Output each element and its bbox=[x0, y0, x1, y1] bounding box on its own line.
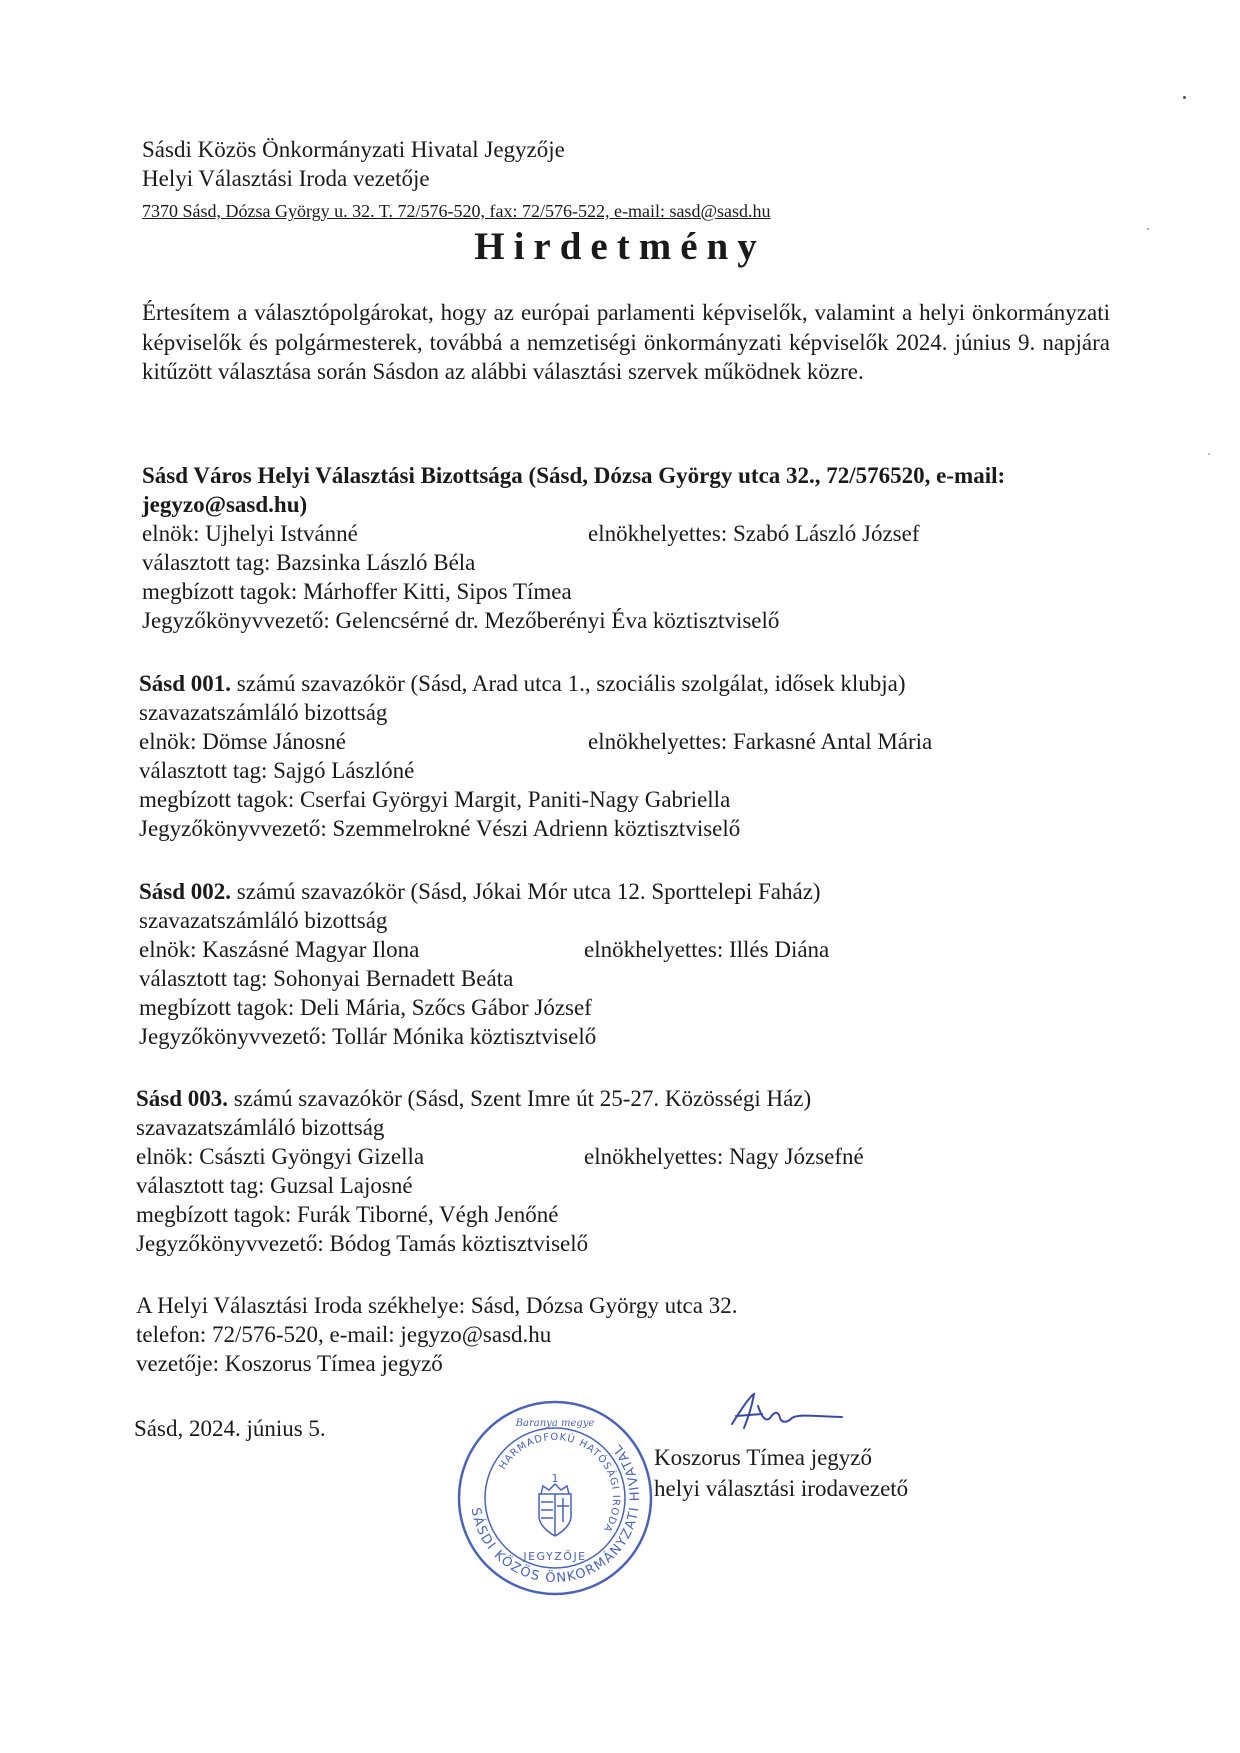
precinct-committee: szavazatszámláló bizottság bbox=[139, 908, 388, 933]
handwritten-signature bbox=[722, 1388, 852, 1438]
precinct-chair: elnök: Dömse Jánosné bbox=[139, 729, 346, 754]
precinct-appointed-members: megbízott tagok: Cserfai Györgyi Margit, Paniti-Nagy Gabriella bbox=[139, 787, 731, 812]
precinct-elected-member: választott tag: Guzsal Lajosné bbox=[136, 1173, 413, 1198]
hvb-heading-email: jegyzo@sasd.hu) bbox=[142, 492, 308, 517]
coat-of-arms-icon bbox=[539, 1484, 571, 1536]
hvb-chair: elnök: Ujhelyi Istvánné bbox=[142, 521, 358, 546]
precinct-vice-chair: elnökhelyettes: Illés Diána bbox=[584, 937, 830, 962]
scan-speck bbox=[1183, 96, 1186, 99]
hvb-vice-chair: elnökhelyettes: Szabó László József bbox=[588, 521, 920, 546]
official-stamp bbox=[455, 1398, 655, 1598]
issuer-address: 7370 Sásd, Dózsa György u. 32. T. 72/576-520, fax: 72/576-522, e-mail: sasd@sasd.hu bbox=[142, 201, 771, 221]
hvb-recorder: Jegyzőkönyvvezető: Gelencsérné dr. Mezőberényi Éva köztisztviselő bbox=[142, 608, 780, 633]
office-seat: A Helyi Választási Iroda székhelye: Sásd, Dózsa György utca 32. bbox=[136, 1293, 738, 1318]
precinct-recorder: Jegyzőkönyvvezető: Tollár Mónika köztisztviselő bbox=[139, 1024, 597, 1049]
svg-text:1: 1 bbox=[551, 1472, 559, 1485]
document-date: Sásd, 2024. június 5. bbox=[134, 1416, 326, 1441]
precinct-vice-chair: elnökhelyettes: Nagy Józsefné bbox=[584, 1144, 864, 1169]
precinct-recorder: Jegyzőkönyvvezető: Szemmelrokné Vészi Adrienn köztisztviselő bbox=[139, 816, 741, 841]
signatory-name: Koszorus Tímea jegyző bbox=[654, 1445, 873, 1470]
signatory-role: helyi választási irodavezető bbox=[654, 1476, 909, 1501]
precinct-appointed-members: megbízott tagok: Deli Mária, Szőcs Gábor József bbox=[139, 995, 592, 1020]
precinct-elected-member: választott tag: Sajgó Lászlóné bbox=[139, 758, 415, 783]
office-head: vezetője: Koszorus Tímea jegyző bbox=[136, 1351, 443, 1376]
office-contact: telefon: 72/576-520, e-mail: jegyzo@sasd.hu bbox=[136, 1322, 552, 1347]
issuer-line: Sásdi Közös Önkormányzati Hivatal Jegyzője bbox=[142, 137, 565, 162]
precinct-vice-chair: elnökhelyettes: Farkasné Antal Mária bbox=[588, 729, 933, 754]
svg-text:SÁSDI KÖZÖS ÖNKORMÁNYZATI HIVA: SÁSDI KÖZÖS ÖNKORMÁNYZATI HIVATAL bbox=[467, 1440, 644, 1587]
precinct-heading: Sásd 003. számú szavazókör (Sásd, Szent Imre út 25-27. Közösségi Ház) bbox=[136, 1086, 812, 1111]
precinct-heading: Sásd 002. számú szavazókör (Sásd, Jókai Mór utca 12. Sporttelepi Faház) bbox=[139, 879, 821, 904]
scan-speck bbox=[1208, 453, 1210, 455]
document-title: Hirdetmény bbox=[474, 225, 766, 268]
precinct-recorder: Jegyzőkönyvvezető: Bódog Tamás köztisztviselő bbox=[136, 1231, 589, 1256]
precinct-chair: elnök: Császti Gyöngyi Gizella bbox=[136, 1144, 425, 1169]
svg-text:Baranya megye: Baranya megye bbox=[515, 1418, 595, 1429]
hvb-elected-member: választott tag: Bazsinka László Béla bbox=[142, 550, 476, 575]
hvb-appointed-members: megbízott tagok: Márhoffer Kitti, Sipos Tímea bbox=[142, 579, 572, 604]
scan-speck bbox=[1147, 228, 1149, 230]
precinct-heading: Sásd 001. számú szavazókör (Sásd, Arad utca 1., szociális szolgálat, idősek klubja) bbox=[139, 671, 906, 696]
svg-text:JEGYZŐJE: JEGYZŐJE bbox=[523, 1550, 587, 1563]
precinct-committee: szavazatszámláló bizottság bbox=[139, 700, 388, 725]
precinct-chair: elnök: Kaszásné Magyar Ilona bbox=[139, 937, 420, 962]
hvb-heading: Sásd Város Helyi Választási Bizottsága (Sásd, Dózsa György utca 32., 72/576520, e-mail: bbox=[142, 463, 1006, 488]
intro-paragraph: Értesítem a választópolgárokat, hogy az európai parlamenti képviselők, valamint a helyi önkormányzati képviselők és polgármesterek, továbbá a nemzetiségi önkormányzati képviselők 2024. június 9. napjára kitűzött választása során Sásdon az alábbi választási szervek működnek közre. bbox=[142, 300, 1110, 384]
precinct-elected-member: választott tag: Sohonyai Bernadett Beáta bbox=[139, 966, 514, 991]
issuer-role-line: Helyi Választási Iroda vezetője bbox=[142, 166, 430, 191]
svg-text:HARMADFOKÚ HATÓSÁGI IRODA: HARMADFOKÚ HATÓSÁGI IRODA bbox=[497, 1431, 622, 1535]
precinct-committee: szavazatszámláló bizottság bbox=[136, 1115, 385, 1140]
precinct-appointed-members: megbízott tagok: Furák Tiborné, Végh Jenőné bbox=[136, 1202, 559, 1227]
